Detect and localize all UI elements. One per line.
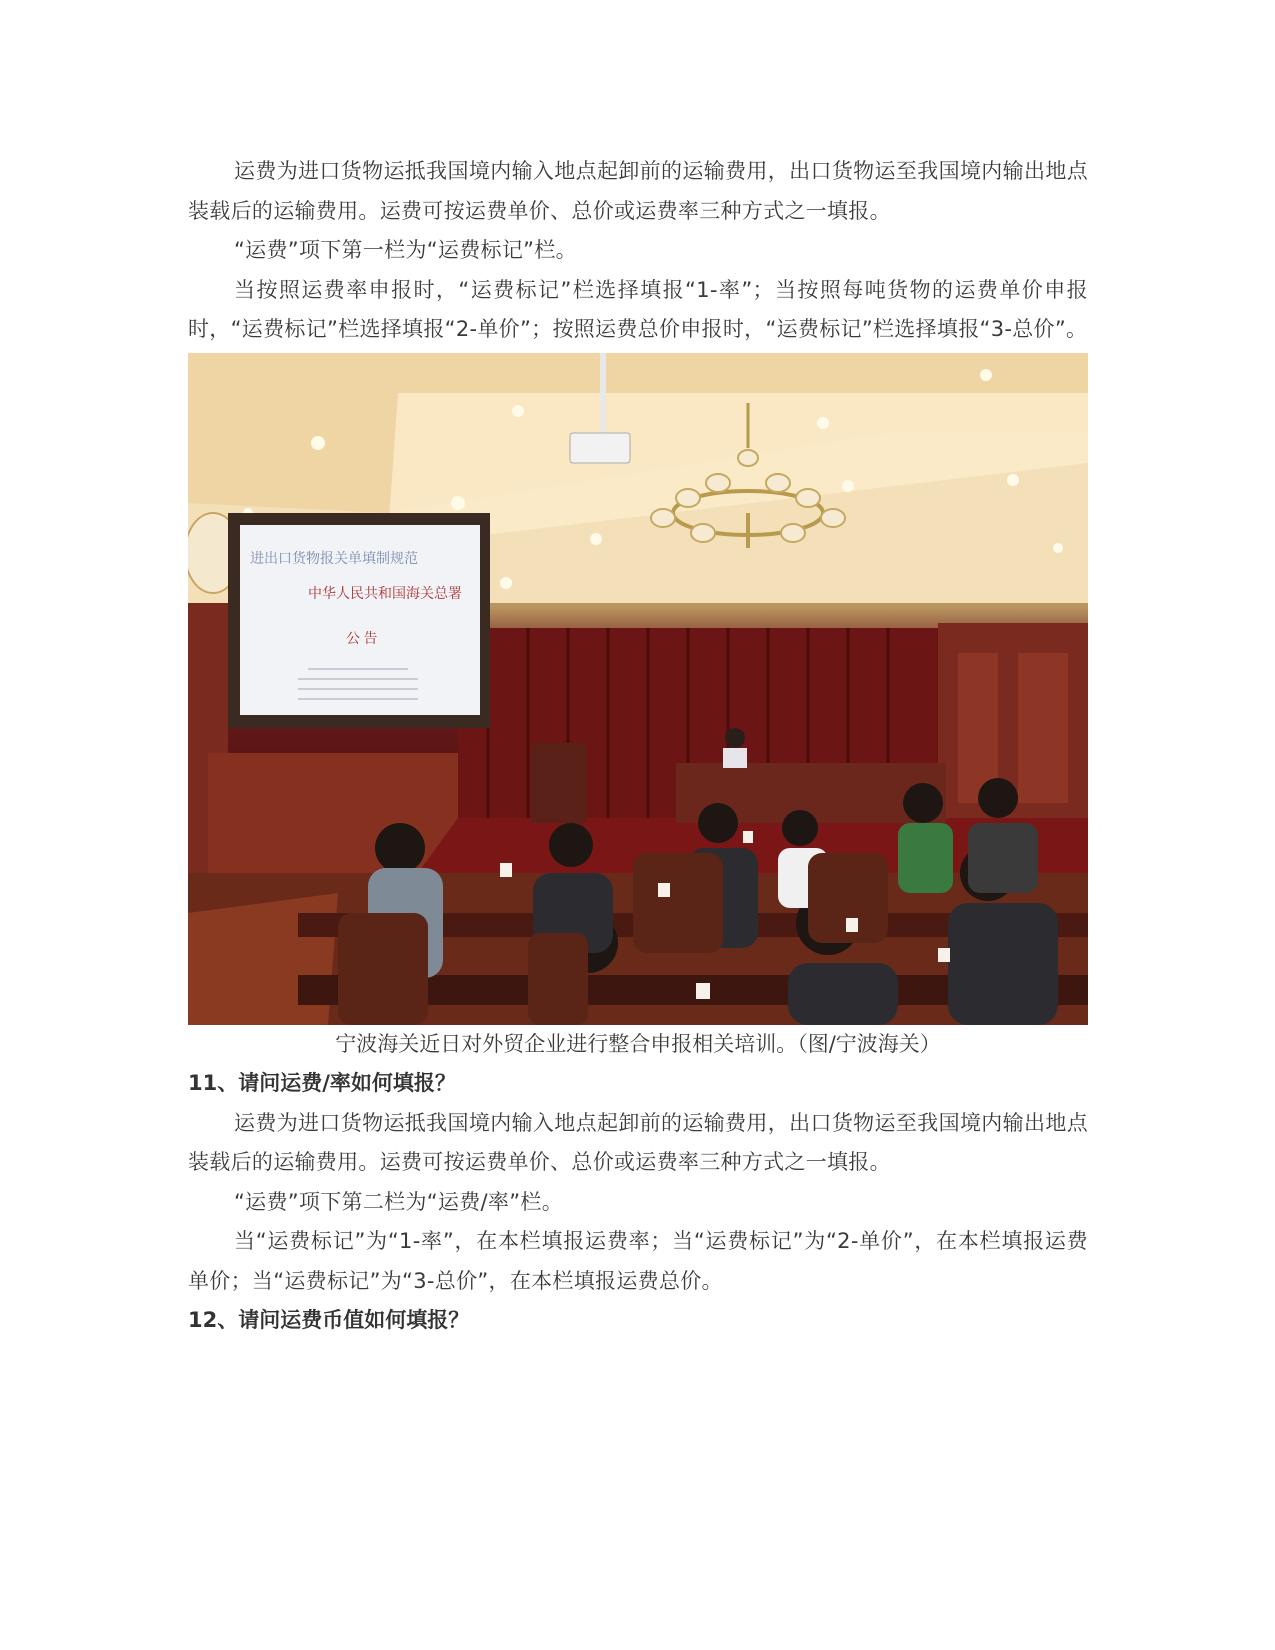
screen-title: 进出口货物报关单填制规范 [250, 551, 418, 567]
paragraph-freight-mark-column: “运费”项下第一栏为“运费标记”栏。 [234, 238, 577, 262]
question-11-heading: 11、请问运费/率如何填报？ [188, 1071, 456, 1095]
screen-subtitle: 中华人民共和国海关总署 [308, 586, 462, 602]
podium [531, 743, 586, 823]
paragraph-freight-definition: 运费为进口货物运抵我国境内输入地点起卸前的运输费用，出口货物运至我国境内输出地点装载后的运输费用。运费可按运费单价、总价或运费率三种方式之一填报。 [188, 159, 1088, 223]
training-session-photo [188, 353, 1088, 1025]
paragraph-freight-rate-column: “运费”项下第二栏为“运费/率”栏。 [234, 1189, 563, 1214]
question-12-heading: 12、请问运费币值如何填报？ [188, 1308, 470, 1332]
screen-notice: 公 告 [346, 631, 378, 647]
paragraph-freight-definition-repeat: 运费为进口货物运抵我国境内输入地点起卸前的运输费用，出口货物运至我国境内输出地点装载后的运输费用。运费可按运费单价、总价或运费率三种方式之一填报。 [188, 1110, 1088, 1174]
training-room-illustration [188, 353, 1088, 1025]
article-body [188, 152, 1088, 1341]
photo-caption: 宁波海关近日对外贸企业进行整合申报相关培训。（图/宁波海关） [335, 1031, 941, 1056]
projector [570, 433, 630, 463]
paragraph-freight-mark-options: 当按照运费率申报时，“运费标记”栏选择填报“1-率”；当按照每吨货物的运费单价申报时，“运费标记”栏选择填报“2-单价”；按照运费总价申报时，“运费标记”栏选择填报“3-总价”。 [188, 277, 1088, 341]
speaker [723, 748, 747, 768]
paragraph-freight-rate-options: 当“运费标记”为“1-率”，在本栏填报运费率；当“运费标记”为“2-单价”，在本栏填报运费单价；当“运费标记”为“3-总价”，在本栏填报运费总价。 [188, 1229, 1088, 1293]
